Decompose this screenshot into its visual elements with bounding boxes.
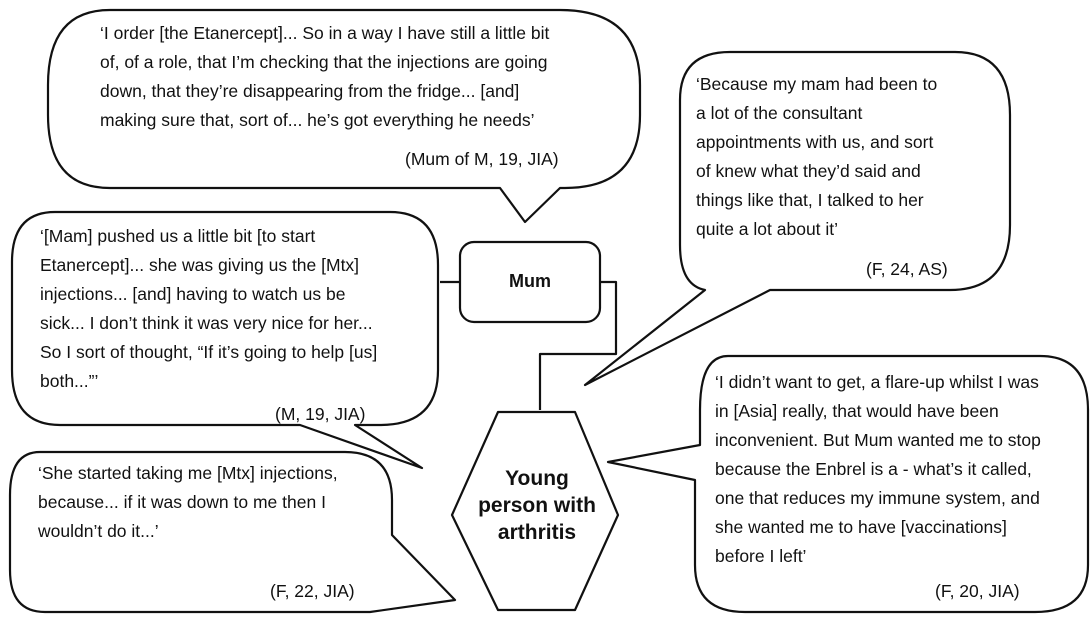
attribution-m19: (M, 19, JIA) [275, 404, 366, 424]
mum-label: Mum [509, 271, 551, 291]
quote-text-m19: ‘[Mam] pushed us a little bit [to start Etanercept]... she was giving us the [Mtx] injections... [and] having to watch us be sick... I don’t think it was very nice for her... So I sort of thought, “If it’s going to help [us] both...”’ [40, 226, 378, 391]
attribution-f22: (F, 22, JIA) [270, 581, 355, 601]
young-person-label: Young person with arthritis [478, 467, 596, 544]
attribution-f24: (F, 24, AS) [866, 259, 948, 279]
quote-text-mum: ‘I order [the Etanercept]... So in a way I have still a little bit of, of a role, that I’m checking that the injections are going down, that they’re disappearing from the fridge... [and] making sure that, sort of... he’s got everything he needs’ [100, 23, 550, 130]
quote-text-f20: ‘I didn’t want to get, a flare-up whilst I was in [Asia] really, that would have been inconvenient. But Mum wanted me to stop because the Enbrel is a - what’s it called, one that reduces my immune system, and she wanted me to have [vaccinations] before I left’ [715, 372, 1041, 566]
attribution-f20: (F, 20, JIA) [935, 581, 1020, 601]
attribution-mum: (Mum of M, 19, JIA) [405, 149, 559, 169]
quote-text-f24: ‘Because my mam had been to a lot of the consultant appointments with us, and sort of knew what they’d said and things like that, I talked to her quite a lot about it’ [696, 74, 938, 239]
quote-text-f22: ‘She started taking me [Mtx] injections, because... if it was down to me then I wouldn’t do it...’ [38, 463, 338, 541]
